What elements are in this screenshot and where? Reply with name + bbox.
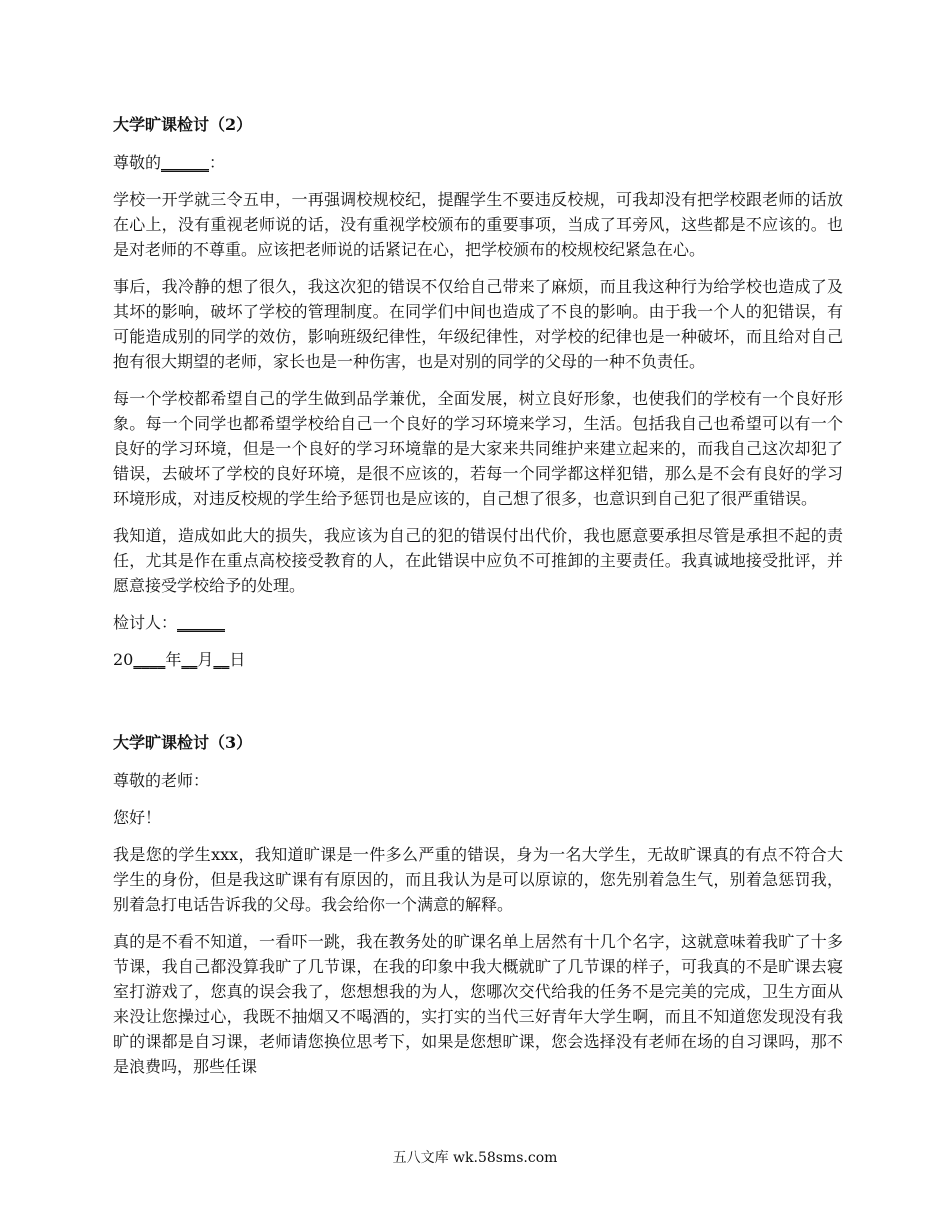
section-2-paragraph-2: 事后，我冷静的想了很久，我这次犯的错误不仅给自己带来了麻烦，而且我这种行为给学校也造成了及其坏的影响，破坏了学校的管理制度。在同学们中间也造成了不良的影响。由于我一个人的犯错误，有可能造成别的同学的效仿，影响班级纪律性，年级纪律性，对学校的纪律也是一种破坏，而且给对自己抱有很大期望的老师，家长也是一种伤害，也是对别的同学的父母的一种不负责任。 <box>113 277 843 371</box>
section-3-paragraph-1: 我是您的学生xxx，我知道旷课是一件多么严重的错误，身为一名大学生，无故旷课真的有点不符合大学生的身份，但是我这旷课有有原因的，而且我认为是可以原谅的，您先别着急生气，别着急惩罚我，别着急打电话告诉我的父母。我会给你一个满意的解释。 <box>113 845 843 914</box>
section-3-greeting: 您好！ <box>113 808 162 827</box>
salutation-suffix: ： <box>209 153 226 172</box>
document-body <box>113 112 843 1091</box>
date-month: 月 <box>197 650 214 669</box>
salutation-blank: ______ <box>161 153 210 172</box>
section-3-title: 大学旷课检讨（3） <box>113 733 253 752</box>
section-2-paragraph-1: 学校一开学就三令五申，一再强调校规校纪，提醒学生不要违反校规，可我却没有把学校跟老师的话放在心上，没有重视老师说的话，没有重视学校颁布的重要事项，当成了耳旁风，这些都是不应该的。也是对老师的不尊重。应该把老师说的话紧记在心，把学校颁布的校规校纪紧急在心。 <box>113 190 843 259</box>
section-2-salutation <box>113 150 843 175</box>
section-gap <box>113 684 843 730</box>
signer-label: 检讨人： <box>113 613 178 632</box>
section-3-paragraph-2: 真的是不看不知道，一看吓一跳，我在教务处的旷课名单上居然有十几个名字，这就意味着我旷了十多节课，我自己都没算我旷了几节课，在我的印象中我大概就旷了几节课的样子，可我真的不是旷课去寝室打游戏了，您真的误会我了，您想想我的为人，您哪次交代给我的任务不是完美的完成，卫生方面从来没让您操过心，我既不抽烟又不喝酒的，实打实的当代三好青年大学生啊，而且不知道您发现没有我旷的课都是自习课，老师请您换位思考下，如果是您想旷课，您会选择没有老师在场的自习课吗，那不是浪费吗，那些任课 <box>113 932 843 1076</box>
signer-blank: ______ <box>177 613 226 632</box>
section-2-paragraph-4: 我知道，造成如此大的损失，我应该为自己的犯的错误付出代价，我也愿意要承担尽管是承担不起的责任，尤其是作在重点高校接受教育的人，在此错误中应负不可推卸的主要责任。我真诚地接受批评，并愿意接受学校给予的处理。 <box>113 526 843 595</box>
date-line <box>113 647 843 672</box>
salutation-prefix: 尊敬的 <box>113 153 162 172</box>
section-3-salutation: 尊敬的老师： <box>113 771 210 790</box>
date-prefix: 20 <box>113 650 134 669</box>
signer-line <box>113 610 843 635</box>
date-blank-year: ____ <box>133 650 166 669</box>
date-blank-month: __ <box>181 650 198 669</box>
date-day: 日 <box>229 650 246 669</box>
section-2-title: 大学旷课检讨（2） <box>113 115 253 134</box>
section-2-paragraph-3: 每一个学校都希望自己的学生做到品学兼优，全面发展，树立良好形象，也使我们的学校有一个良好形象。每一个同学也都希望学校给自己一个良好的学习环境来学习，生活。包括我自己也希望可以有一个良好的学习环境，但是一个良好的学习环境靠的是大家来共同维护来建立起来的，而我自己这次却犯了错误，去破坏了学校的良好环境，是很不应该的，若每一个同学都这样犯错，那么是不会有良好的学习环境形成，对违反校规的学生给予惩罚也是应该的，自己想了很多，也意识到自己犯了很严重错误。 <box>113 389 843 508</box>
footer-watermark: 五八文库 wk.58sms.com <box>392 1150 558 1166</box>
date-year: 年 <box>165 650 182 669</box>
date-blank-day: __ <box>213 650 230 669</box>
